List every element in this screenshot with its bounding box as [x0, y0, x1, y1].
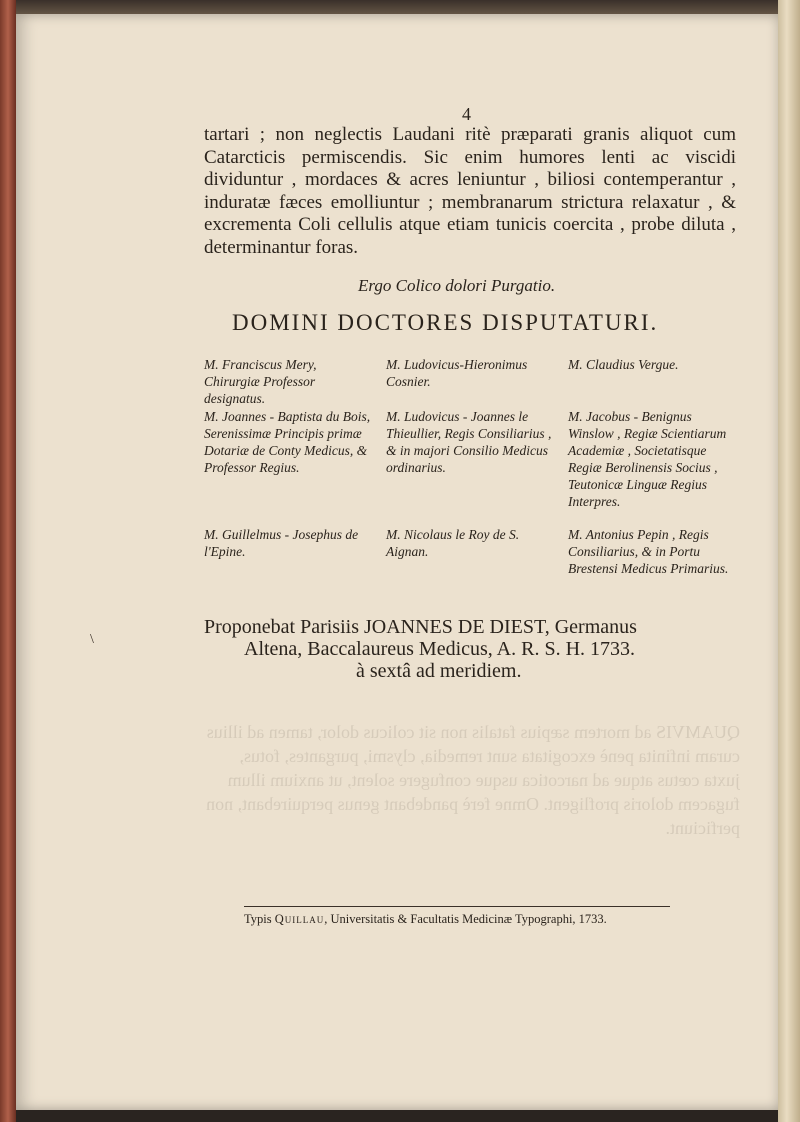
doctor-entry: M. Ludovicus - Joannes le Thieullier, Regis Consiliarius , & in majori Consilio Medicus ordinarius. [386, 409, 552, 475]
imprint-prefix: Typis [244, 912, 272, 926]
printer-imprint [244, 912, 607, 927]
book-cover-edge [0, 0, 16, 1122]
margin-mark: \ [90, 632, 94, 647]
doctor-entry: M. Jacobus - Benignus Winslow , Regiæ Scientiarum Academiæ , Societatisque Regiæ Berolinensis Socius , Teutonicæ Linguæ Regius Interpres. [568, 409, 727, 509]
proponebat-line-1: Proponebat Parisiis JOANNES DE DIEST, Germanus [204, 616, 637, 638]
doctor-entry: M. Franciscus Mery, Chirurgiæ Professor designatus. [204, 357, 317, 406]
footer-rule [244, 906, 670, 907]
doctor-entry: M. Ludovicus-Hieronimus Cosnier. [386, 357, 528, 389]
proponebat-block [204, 616, 764, 682]
doctor-entry: M. Joannes - Baptista du Bois, Serenissimæ Principis primæ Dotariæ de Conty Medicus, & Professor Regius. [204, 409, 371, 475]
printer-name: Quillau [274, 912, 325, 926]
proponebat-line-3: à sextâ ad meridiem. [356, 660, 522, 682]
page-stack-edge [778, 0, 800, 1122]
doctor-entry: M. Antonius Pepin , Regis Consiliarius, & in Portu Brestensi Medicus Primarius. [568, 527, 729, 576]
proponebat-line-2: Altena, Baccalaureus Medicus, A. R. S. H. 1733. [244, 638, 636, 660]
bleed-through-text: QUAMVIS ad mortem sæpius fatalis non sit colicus dolor, tamen ad illius curam infinita penè excogitata sunt remedia, clysmi, purgantes, fotus, juxta cœtus atque ad narcotica usque confugere solent, ut anxium illum fugacem doloris profligent. Omne ferè pandebant genus perquirebant, non perficiunt. [206, 722, 740, 838]
doctor-entry: M. Guillelmus - Josephus de l'Epine. [204, 527, 359, 559]
doctor-entry: M. Claudius Vergue. [568, 357, 679, 372]
doctor-entry: M. Nicolaus le Roy de S. Aignan. [386, 527, 520, 559]
page-number: 4 [462, 104, 471, 124]
conclusion-line: Ergo Colico dolori Purgatio. [358, 276, 556, 295]
imprint-rest: , Universitatis & Facultatis Medicinæ Typographi, 1733. [324, 912, 607, 926]
section-heading: DOMINI DOCTORES DISPUTATURI. [232, 310, 659, 335]
body-paragraph: tartari ; non neglectis Laudani ritè præparati granis aliquot cum Catarcticis permiscendis. Sic enim humores lenti ac viscidi dividuntur , mordaces & acres leniuntur , biliosi contemperantur , induratæ fæces emolliuntur ; membranarum strictura relaxatur , & excrementa Coli cellulis atque etiam tunicis coercita , probe diluta , determinantur foras. [204, 124, 736, 258]
